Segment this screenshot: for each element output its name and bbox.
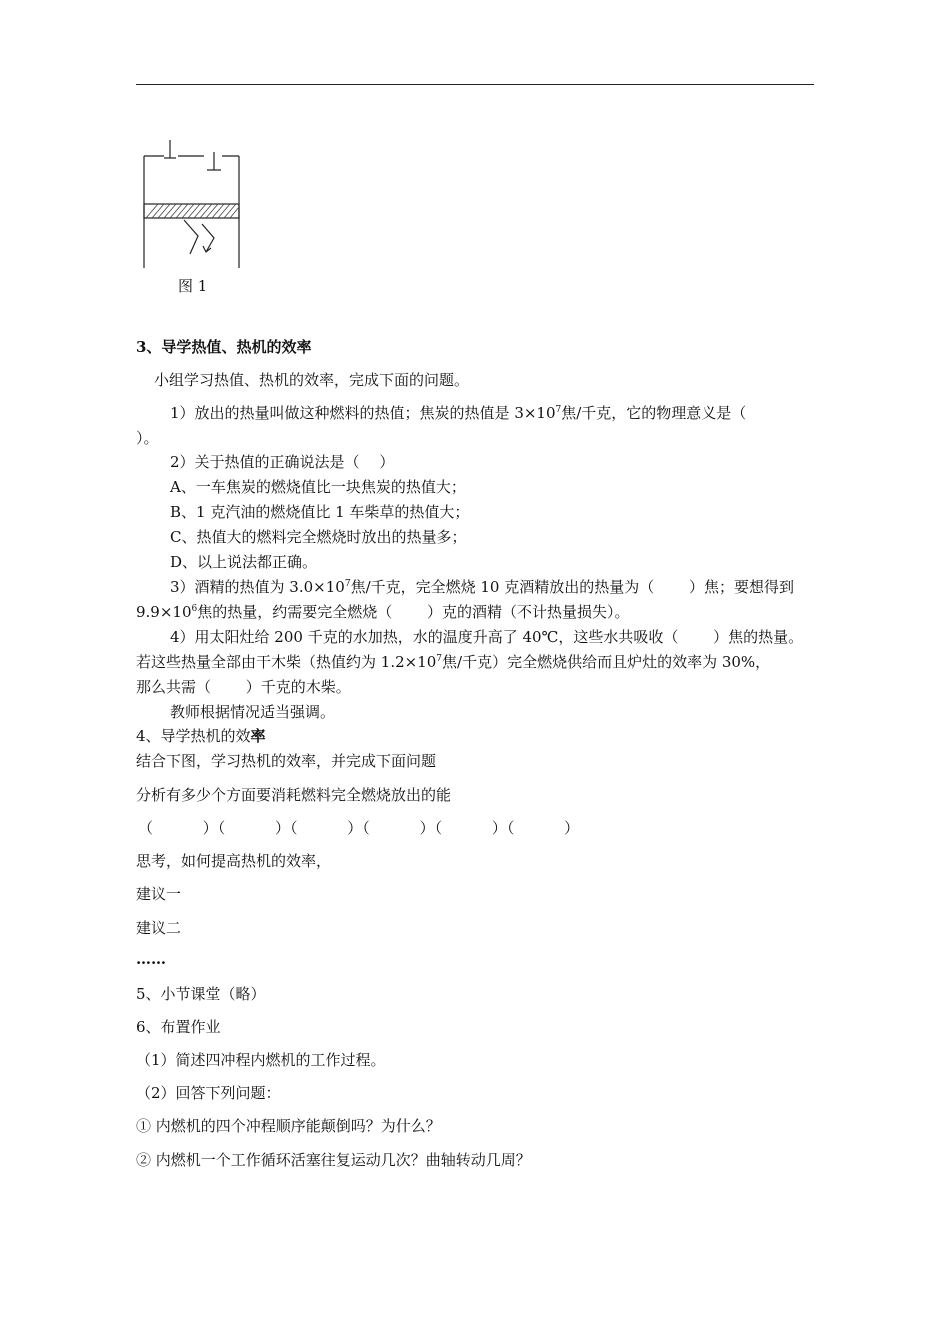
section5-heading: 5、小节课堂（略） <box>136 985 266 1003</box>
q3-text-c: 9.9×10 <box>136 603 192 621</box>
option-a: A、一车焦炭的燃烧值比一块焦炭的热值大； <box>170 478 466 496</box>
header-rule <box>136 84 814 85</box>
ellipsis: …… <box>136 950 166 968</box>
q1-text-b: 焦/千克，它的物理意义是（ <box>561 404 747 422</box>
question-4-line2 <box>136 652 770 672</box>
option-b: B、1 克汽油的燃烧值比 1 车柴草的热值大； <box>170 503 470 521</box>
homework-item-2: （2）回答下列问题： <box>136 1084 281 1102</box>
section4-intro: 结合下图，学习热机的效率，并完成下面问题 <box>136 752 437 770</box>
teacher-note: 教师根据情况适当强调。 <box>170 703 336 721</box>
question-1 <box>170 403 746 423</box>
suggestion-2: 建议二 <box>136 919 182 937</box>
question-3-line2 <box>136 602 630 622</box>
figure-caption: 图 1 <box>178 277 208 295</box>
question-1-continued: ）。 <box>136 429 159 447</box>
section3-intro: 小组学习热值、热机的效率，完成下面的问题。 <box>154 371 470 389</box>
section6-heading: 6、布置作业 <box>136 1018 221 1036</box>
section4-heading-text: 4、导学热机的效 <box>136 727 251 745</box>
q1-exponent: 7 <box>555 405 562 415</box>
homework-item-1: （1）简述四冲程内燃机的工作过程。 <box>136 1051 386 1069</box>
option-d: D、以上说法都正确。 <box>170 553 318 571</box>
section4-think: 思考，如何提高热机的效率， <box>136 852 332 870</box>
section4-heading-bold: 率 <box>250 727 266 745</box>
homework-question-1: ① 内燃机的四个冲程顺序能颠倒吗？为什么？ <box>136 1117 441 1135</box>
section3-heading: 3、导学热值、热机的效率 <box>136 338 312 356</box>
homework-question-2: ② 内燃机一个工作循环活塞往复运动几次？曲轴转动几周？ <box>136 1151 531 1169</box>
q3-text-b: 焦/千克，完全燃烧 10 克酒精放出的热量为（ ）焦；要想得到 <box>350 578 795 596</box>
engine-cylinder-figure <box>140 138 250 270</box>
option-c: C、热值大的燃料完全燃烧时放出的热量多； <box>170 528 467 546</box>
section4-heading <box>136 726 266 746</box>
q1-text-a: 1）放出的热量叫做这种燃料的热值；焦炭的热值是 3×10 <box>170 404 556 422</box>
q4-exponent: 7 <box>436 654 443 664</box>
suggestion-1: 建议一 <box>136 885 182 903</box>
question-4-line3: 那么共需（ ）千克的木柴。 <box>136 678 351 696</box>
section4-analysis: 分析有多少个方面要消耗燃料完全燃烧放出的能 <box>136 786 452 804</box>
question-3-line1 <box>170 577 794 597</box>
q3-exponent-c: 6 <box>191 604 198 614</box>
q3-text-d: 焦的热量，约需要完全燃烧（ ）克的酒精（不计热量损失）。 <box>197 603 630 621</box>
question-2-stem: 2）关于热值的正确说法是（ ） <box>170 453 395 471</box>
q3-exponent-a: 7 <box>344 579 351 589</box>
q4-text-b: 焦/千克）完全燃烧供给而且炉灶的效率为 30%， <box>442 653 771 671</box>
q4-text-a: 若这些热量全部由干木柴（热值约为 1.2×10 <box>136 653 437 671</box>
question-4-line1: 4）用太阳灶给 200 千克的水加热，水的温度升高了 40℃，这些水共吸收（ ）焦的热量。 <box>170 628 804 646</box>
q3-text-a: 3）酒精的热值为 3.0×10 <box>170 578 345 596</box>
answer-blanks: （ ）（ ）（ ）（ ）（ ）（ ） <box>138 819 580 837</box>
